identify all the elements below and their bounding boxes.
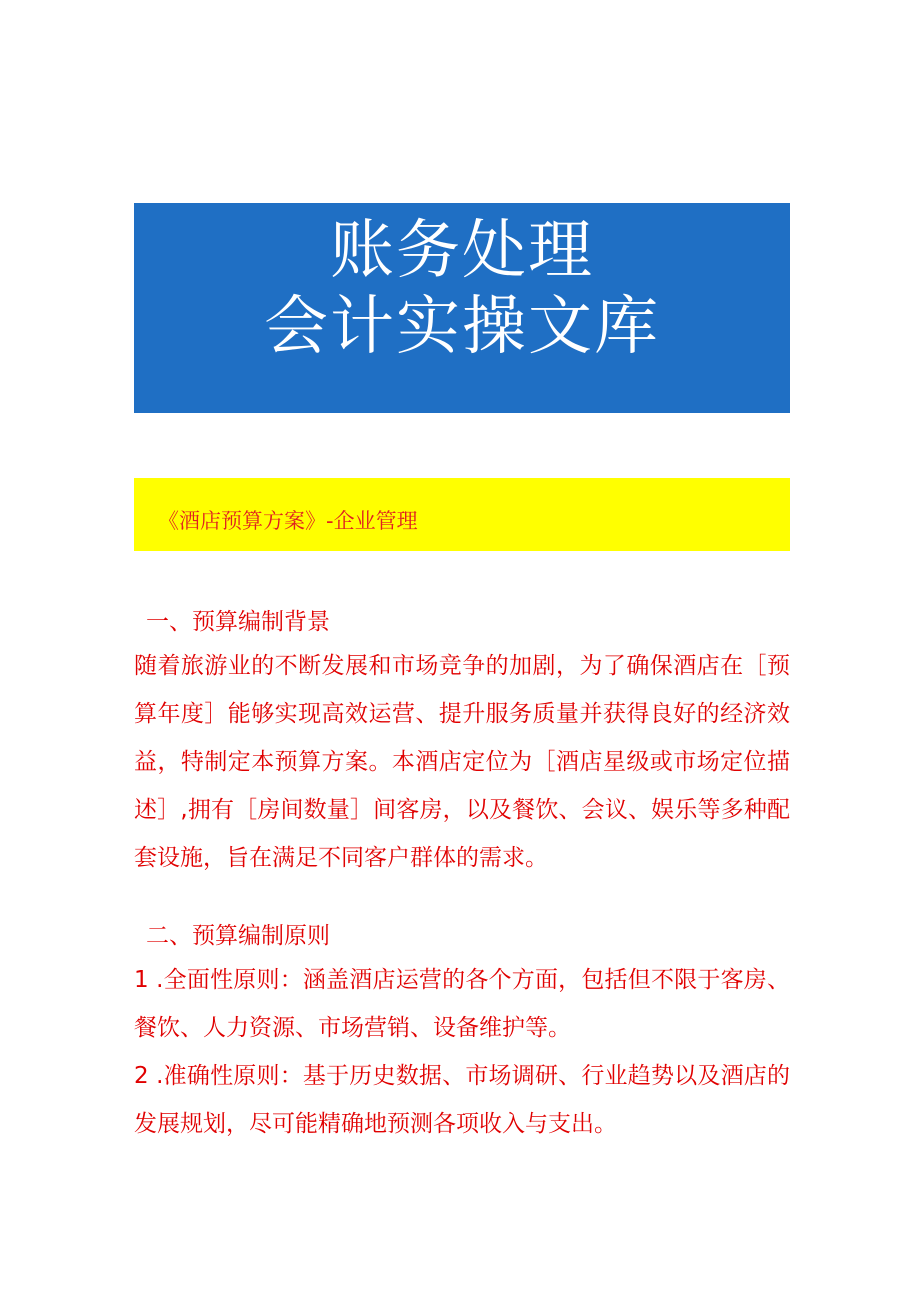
principle-item: 2 .准确性原则：基于历史数据、市场调研、行业趋势以及酒店的发展规划，尽可能精确地预测各项收入与支出。: [134, 1063, 790, 1137]
section-heading-principles: 二、预算编制原则: [146, 923, 330, 949]
principle-item: 1 .全面性原则：涵盖酒店运营的各个方面，包括但不限于客房、餐饮、人力资源、市场营销、设备维护等。: [134, 967, 790, 1041]
banner-title-line-1: 账务处理: [330, 214, 594, 288]
title-banner: [134, 203, 790, 413]
document-body: [134, 602, 790, 1148]
section-heading-background: 一、预算编制背景: [146, 609, 330, 635]
section-paragraph: 随着旅游业的不断发展和市场竞争的加剧，为了确保酒店在［预算年度］能够实现高效运营、提升服务质量并获得良好的经济效益，特制定本预算方案。本酒店定位为［酒店星级或市场定位描述］,拥有［房间数量］间客房，以及餐饮、会议、娱乐等多种配套设施，旨在满足不同客户群体的需求。: [134, 653, 790, 871]
banner-title-line-2: 会计实操文库: [264, 290, 660, 364]
section-spacer: [134, 882, 790, 916]
subtitle-bar: [134, 478, 790, 551]
document-subtitle: 《酒店预算方案》-企业管理: [158, 509, 418, 533]
